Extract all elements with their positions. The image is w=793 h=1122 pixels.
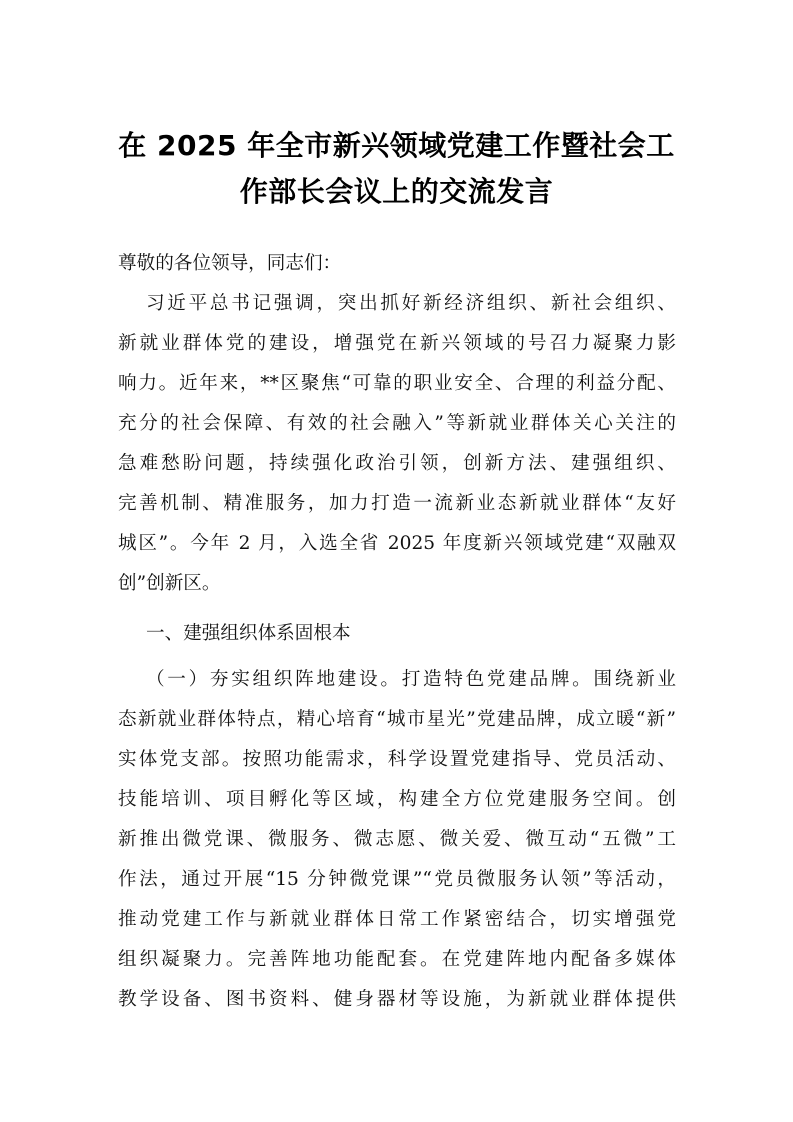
document-title-line-1: 在 2025 年全市新兴领域党建工作暨社会工 — [118, 129, 675, 162]
paragraph-line: 响力。近年来，**区聚焦“可靠的职业安全、合理的利益分配、 — [118, 373, 676, 394]
paragraph-line: 急难愁盼问题，持续强化政治引领，创新方法、建强组织、 — [118, 453, 676, 474]
paragraph-line: 城区”。今年 2 月，入选全省 2025 年度新兴领域党建“双融双 — [118, 533, 676, 554]
paragraph-line: 新推出微党课、微服务、微志愿、微关爱、微互动“五微”工 — [118, 829, 676, 850]
paragraph-line: 习近平总书记强调，突出抓好新经济组织、新社会组织、 — [146, 293, 676, 314]
paragraph-line: 充分的社会保障、有效的社会融入”等新就业群体关心关注的 — [118, 413, 676, 434]
paragraph-line: 推动党建工作与新就业群体日常工作紧密结合，切实增强党 — [118, 909, 676, 930]
document-title-line-2: 作部长会议上的交流发言 — [239, 175, 554, 208]
paragraph-line: 作法，通过开展“15 分钟微党课”“党员微服务认领”等活动， — [118, 869, 676, 890]
paragraph-line: 态新就业群体特点，精心培育“城市星光”党建品牌，成立暖“新” — [118, 709, 676, 730]
paragraph-line: 教学设备、图书资料、健身器材等设施，为新就业群体提供 — [118, 989, 676, 1010]
paragraph-line: （一）夯实组织阵地建设。打造特色党建品牌。围绕新业 — [146, 669, 676, 690]
paragraph-line: 创”创新区。 — [118, 573, 221, 594]
section-heading: 一、建强组织体系固根本 — [146, 623, 351, 644]
paragraph-line: 组织凝聚力。完善阵地功能配套。在党建阵地内配备多媒体 — [118, 949, 676, 970]
salutation: 尊敬的各位领导，同志们： — [118, 253, 342, 274]
paragraph-line: 新就业群体党的建设，增强党在新兴领域的号召力凝聚力影 — [118, 333, 676, 354]
paragraph-line: 技能培训、项目孵化等区域，构建全方位党建服务空间。创 — [118, 789, 676, 810]
paragraph-line: 完善机制、精准服务，加力打造一流新业态新就业群体“友好 — [118, 493, 676, 514]
paragraph-line: 实体党支部。按照功能需求，科学设置党建指导、党员活动、 — [118, 749, 676, 770]
